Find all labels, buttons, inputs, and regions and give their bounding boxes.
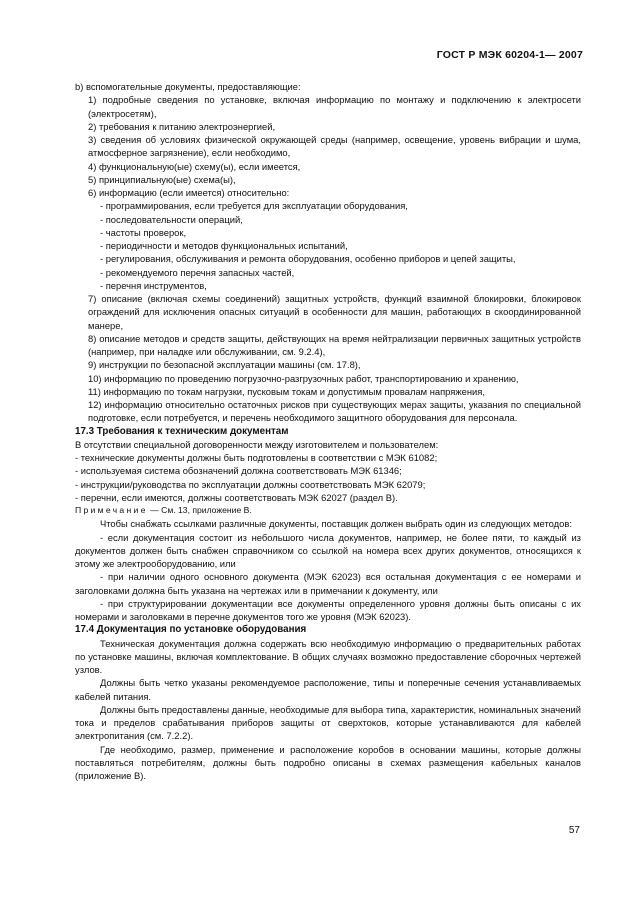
paragraph: Должны быть четко указаны рекомендуемое расположение, типы и поперечные сечения устанавливаемых кабелей питания. [75,677,581,702]
list-item: 10) информацию по проведению погрузочно-разгрузочных работ, транспортированию и хранению, [88,372,519,384]
list-item: 5) принципиальную(ые) схема(ы), [88,173,236,185]
sub-list-item: - частоты проверок, [100,226,187,238]
paragraph: Чтобы снабжать ссылками различные документы, поставщик должен выбрать один из следующих методов: [100,518,572,530]
sub-list-item: - рекомендуемого перечня запасных частей, [100,266,295,278]
paragraph: В отсутствии специальной договоренности между изготовителем и пользователем: [75,438,439,450]
list-item: 6) информацию (если имеется) относительно: [88,187,290,198]
page-number: 57 [568,825,580,836]
list-item: - технические документы должны быть подготовлены в соответствии с МЭК 61082; [75,452,438,463]
sub-list-item: - регулирования, обслуживания и ремонта оборудования, особенно приборов и цепей защиты, [100,253,516,265]
list-item: 9) инструкции по безопасной эксплуатации машины (см. 17.8), [88,359,361,371]
paragraph: - если документация состоит из небольшого числа документов, например, не более пяти, то каждый из документов должен быть снабжен справочником со ссылкой на номера всех других документов, относящихся к этому же электрооборудованию, или [75,531,581,569]
list-item: - инструкции/руководства по эксплуатации должны соответствовать МЭК 62079; [75,478,426,490]
note-label: Примечание [75,505,148,515]
document-header: ГОСТ Р МЭК 60204-1— 2007 [436,49,583,61]
section-heading: 17.4 Документация по установке оборудования [75,624,307,636]
list-item: 3) сведения об условиях физической окружающей среды (например, освещение, уровень вибрации и шума, атмосферное загрязнение), если необходимо, [88,134,581,159]
paragraph: - при структурировании документации все документы определенного уровня должны быть описаны с их номерами и заголовками в перечне документов того же уровня (МЭК 62023). [75,597,581,622]
paragraph: Должны быть предоставлены данные, необходимые для выбора типа, характеристик, номинальных значений тока и пределов срабатывания приборов защиты от сверхтоков, которые устанавливаются для кабелей электропитания (см. 7.2.2). [75,703,581,742]
note-text: — См. 13, приложение В. [147,505,252,515]
sub-list-item: - программирования, если требуется для эксплуатации оборудования, [100,200,408,212]
list-item: 8) описание методов и средств защиты, действующих на время нейтрализации первичных защитных устройств (например, при наладке или обслуживании, см. 9.2.4), [88,332,581,357]
list-intro: b) вспомогательные документы, предоставляющие: [75,81,301,92]
list-item: 1) подробные сведения по установке, включая информацию по монтажу и подключению к электросети (электросетям), [88,94,581,119]
paragraph: - при наличии одного основного документа (МЭК 62023) вся остальная документация с ее номерами и заголовками должна быть указана на чертежах или в примечании к документу, или [75,571,581,596]
section-heading: 17.3 Требования к техническим документам [75,425,289,437]
list-item: - используемая система обозначений должна соответствовать МЭК 61346; [75,465,402,477]
sub-list-item: - перечня инструментов, [100,279,207,291]
paragraph: Где необходимо, размер, применение и расположение коробов в основании машины, которые должны поставляться потребителям, должны быть подробно описаны в схемах размещения кабельных каналов (приложение В). [75,743,581,781]
sub-list-item: - последовательности операций, [100,213,243,225]
list-item: 2) требования к питанию электроэнергией, [88,120,276,132]
sub-list-item: - периодичности и методов функциональных испытаний, [100,240,348,251]
list-item: - перечни, если имеются, должны соответствовать МЭК 62027 (раздел В). [75,491,398,503]
paragraph: Техническая документация должна содержать всю необходимую информацию о предварительных работах по установке машины, включая комплектование. В общих случаях возможно предоставление сборочных чертежей узлов. [75,637,581,675]
note [75,504,581,517]
list-item: 11) информацию по токам нагрузки, пусковым токам и допустимым провалам напряжения, [88,385,485,397]
list-item: 7) описание (включая схемы соединений) защитных устройств, функций взаимной блокировки, блокировок ограждений для исключения опасных ситуаций в особенности для машин, работающих в скоординированной манере, [88,293,581,331]
list-item: 12) информацию относительно остаточных рисков при существующих мерах защиты, указания по специальной подготовке, если потребуется, и перечень необходимого защитного оборудования для персонала. [88,399,581,424]
page-content [75,80,581,782]
list-item: 4) функциональную(ые) схему(ы), если имеется, [88,160,301,172]
